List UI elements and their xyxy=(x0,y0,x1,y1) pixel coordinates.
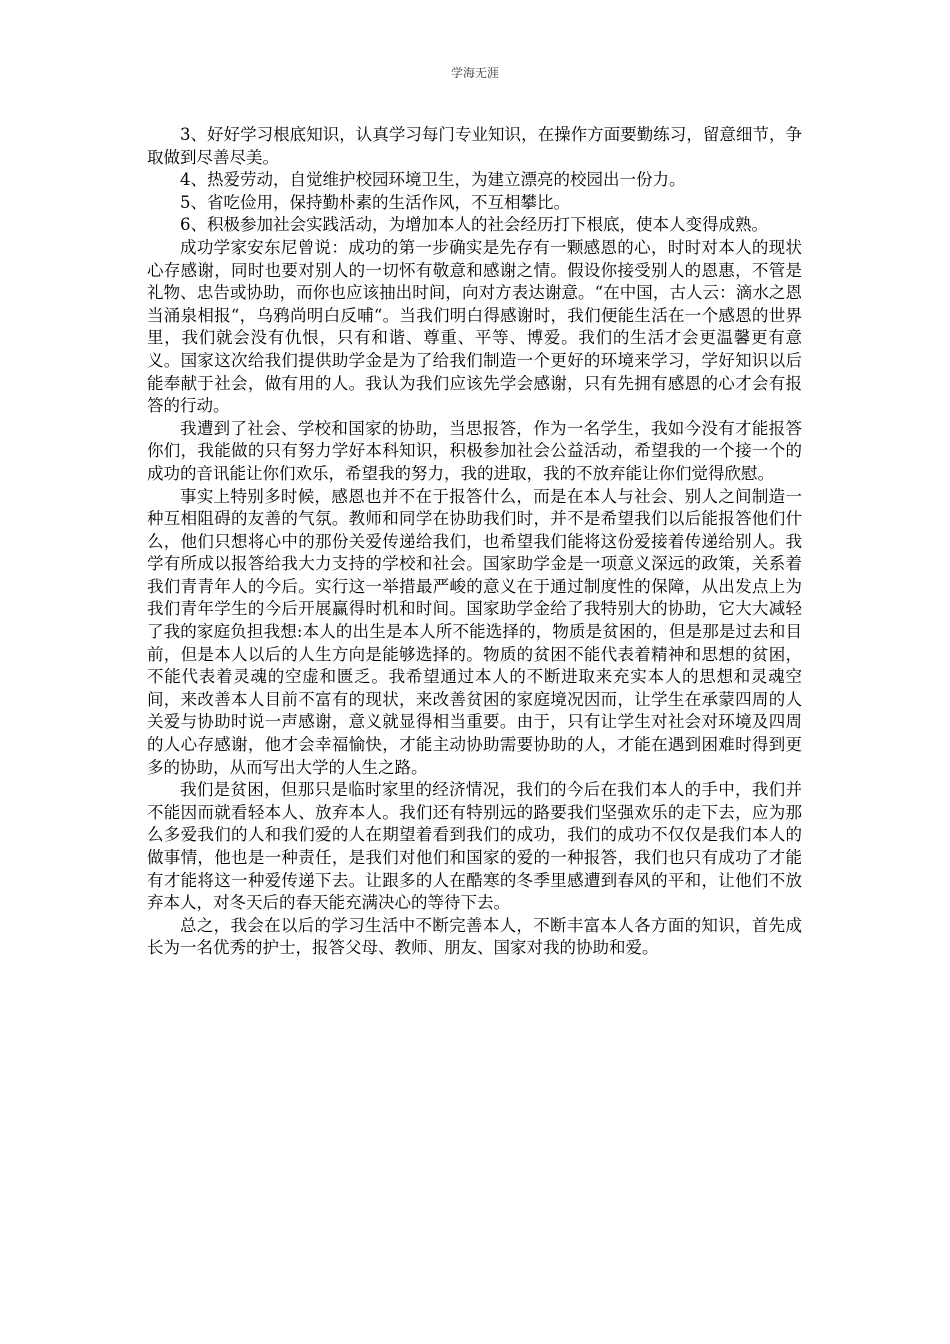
paragraph-item-5: 5、省吃俭用，保持勤朴素的生活作风，不互相攀比。 xyxy=(180,192,570,212)
paragraph-item-3: 3、好好学习根底知识，认真学习每门专业知识，在操作方面要勤练习，留意细节，争取做到尽善尽美。 xyxy=(147,125,802,167)
page-header: 学海无涯 xyxy=(450,66,499,80)
paragraph-gratitude: 成功学家安东尼曾说：成功的第一步确实是先存有一颗感恩的心，时时对本人的现状心存感谢，同时也要对别人的一切怀有敬意和感谢之情。假设你接受别人的恩惠，不管是礼物、忠告或协助，而你也应该抽出时间，向对方表达谢意。“在中国，古人云：滴水之恩当涌泉相报“，乌鸦尚明白反哺“。当我们明白得感谢时，我们便能生活在一个感恩的世界里，我们就会没有仇恨，只有和谐、尊重、平等、博爱。我们的生活才会更温馨更有意义。国家这次给我们提供助学金是为了给我们制造一个更好的环境来学习，学好知识以后能奉献于社会，做有用的人。我认为我们应该先学会感谢，只有先拥有感恩的心才会有报答的行动。 xyxy=(147,237,802,416)
paragraph-repay: 我遭到了社会、学校和国家的协助，当思报答，作为一名学生，我如今没有才能报答你们，我能做的只有努力学好本科知识，积极参加社会公益活动，希望我的一个接一个的成功的音讯能让你们欢乐，希望我的努力，我的进取，我的不放弃能让你们觉得欣慰。 xyxy=(147,418,802,483)
paragraph-thanks-meaning: 事实上特别多时候，感恩也并不在于报答什么，而是在本人与社会、别人之间制造一种互相阻碍的友善的气氛。教师和同学在协助我们时，并不是希望我们以后能报答他们什么，他们只想将心中的那份关爱传递给我们，也希望我们能将这份爱接着传递给别人。我学有所成以报答给我大力支持的学校和社会。国家助学金是一项意义深远的政策，关系着我们青青年人的今后。实行这一举措最严峻的意义在于通过制度性的保障，从出发点上为我们青年学生的今后开展赢得时机和时间。国家助学金给了我特别大的协助，它大大减轻了我的家庭负担我想:本人的出生是本人所不能选择的，物质是贫困的，但是那是过去和目前，但是本人以后的人生方向是能够选择的。物质的贫困不能代表着精神和思想的贫困，不能代表着灵魂的空虚和匮乏。我希望通过本人的不断进取来充实本人的思想和灵魂空间，来改善本人目前不富有的现状，来改善贫困的家庭境况因而，让学生在承蒙四周的人关爱与协助时说一声感谢，意义就显得相当重要。由于，只有让学生对社会对环境及四周的人心存感谢，他才会幸福愉快，才能主动协助需要协助的人，才能在遇到困难时得到更多的协助，从而写出大学的人生之路。 xyxy=(147,486,802,777)
document-body xyxy=(147,124,802,960)
paragraph-item-6: 6、积极参加社会实践活动，为增加本人的社会经历打下根底，使本人变得成熟。 xyxy=(180,215,768,235)
paragraph-conclusion: 总之，我会在以后的学习生活中不断完善本人，不断丰富本人各方面的知识，首先成长为一名优秀的护士，报答父母、教师、朋友、国家对我的协助和爱。 xyxy=(147,915,802,958)
paragraph-item-4: 4、热爱劳动，自觉维护校园环境卫生，为建立漂亮的校园出一份力。 xyxy=(180,170,686,190)
paragraph-future: 我们是贫困，但那只是临时家里的经济情况，我们的今后在我们本人的手中，我们并不能因而就看轻本人、放弃本人。我们还有特别远的路要我们坚强欢乐的走下去，应为那么多爱我们的人和我们爱的人在期望着看到我们的成功，我们的成功不仅仅是我们本人的做事情，他也是一种责任，是我们对他们和国家的爱的一种报答，我们也只有成功了才能有才能将这一种爱传递下去。让跟多的人在酷寒的冬季里感遭到春风的平和，让他们不放弃本人，对冬天后的春天能充满决心的等待下去。 xyxy=(147,780,802,913)
